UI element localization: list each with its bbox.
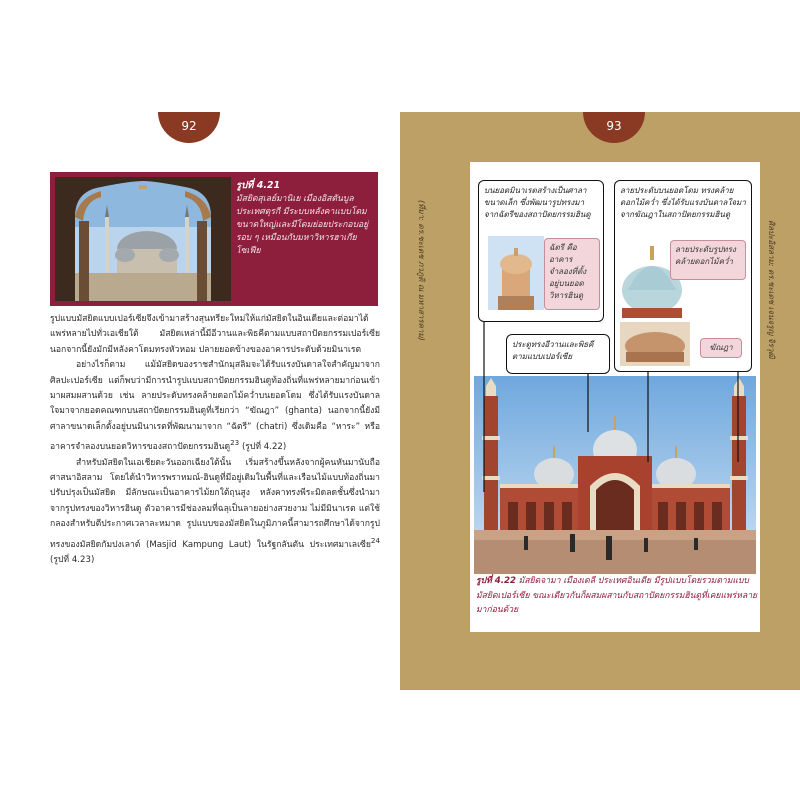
page-number-right: 93 (583, 112, 645, 143)
side-credit-right: ศิลปะอิสลาม: ดร.ชะเดช เจนจรูญ จิรวุฒิ (767, 220, 776, 359)
figure-4-21-photo (55, 177, 231, 301)
figure-caption: มัสยิดจามา เมืองเดลี ประเทศอินเดีย มีรูปแบบโดยรวมตามแบบมัสยิดเปอร์เซีย ขณะเดียวกันก็ผสมผสานกับสถาปัตยกรรมฮินดูที่เคยแพร่หลายมาก่อนด้วย (476, 576, 758, 615)
callout-iwan-gate: ประตูทรงอีวานและพิธคีตามแบบเปอร์เซีย (506, 334, 610, 374)
callout-text: บนยอดมินาเรตสร้างเป็นศาลาขนาดเล็ก ซึ่งพัฒนารูปทรงมาจากฉัตรีของสถาปัตยกรรมฮินดู (484, 186, 591, 219)
callout-flower-finial-inset: ลายประดับรูปทรงคล้ายดอกไม้คว่ำ (670, 240, 746, 280)
figure-caption: มัสยิดสุเลย์มานิเย เมืองอิสตันบูล ประเทศตุรกี มีระบบหลังคาแบบโดมขนาดใหญ่และมีโดมย่อยประกอบอยู่รอบ ๆ เหมือนกับมหาวิหารฮาเกียโซเฟีย (236, 194, 369, 256)
paragraph-2 (50, 358, 380, 455)
figure-4-21 (50, 172, 378, 306)
callout-text: ลายประดับบนยอดโดม ทรงคล้ายดอกไม้คว่ำ ซึ่งได้รับแรงบันดาลใจมาจากฆัณฎาในสถาปัตยกรรมฮินดู (620, 186, 746, 219)
paragraph-3-text: สำหรับมัสยิดในเอเชียตะวันออกเฉียงใต้นั้น เริ่มสร้างขึ้นหลังจากผู้คนหันมานับถือศาสนาอิสลาม โดยได้นำวิหารพราหมณ์-ฮินดูที่มีอยู่เดิมในพื้นที่และเรือนไม้แบบท้องถิ่นมาปรับปรุงเป็นมัสยิด มีลักษณะเป็นอาคารไม้ยกใต้ถุนสูง หลังคาทรงพีระมิดลดชั้นซึ่งนำมาจากรูปทรงของวิหารฮินดู ตัวอาคารมีช่องลมที่ฉลุเป็นลายอย่างสวยงาม ไม่มีมินาเรต แต่ใช้กลองสำหรับตีประกาศเวลาละหมาด รูปแบบของมัสยิดในภูมิภาคนี้สามารถศึกษาได้จากรูปทรงของมัสยิดกัมปงเลาต์ (Masjid Kampung Laut) ในรัฐกลันตัน ประเทศมาเลเซีย (50, 457, 380, 550)
callout-chhatri-inset: ฉัตรี คืออาคารจำลองที่ตั้งอยู่บนยอดวิหารฮินดู (544, 238, 600, 310)
figure-reference: (รูปที่ 4.23) (50, 554, 95, 565)
side-credit-left: (ที่มา: ดร.ชะเดช ภวภูติ ณ มหาสารคาม) (417, 200, 426, 341)
paragraph-1: รูปแบบมัสยิดแบบเปอร์เซียจึงเข้ามาสร้างสุนทรียะใหม่ให้แก่มัสยิดในอินเดียและต่อมาได้แพร่หลายไปทั่วเอเชียใต้ มัสยิดเหล่านี้มีอีวานและพิธคีตามแบบสถาปัตยกรรมเปอร์เซีย นอกจากนี้ยังมักมีหลังคาโดมทรงหัวหอม ปลายยอดข้างของอาคารประดับด้วยมินาเรต (50, 314, 380, 355)
paragraph-2-text: อย่างไรก็ตาม แม้มัสยิดของราชสำนักมุสลิมจะได้รับแรงบันดาลใจสำคัญมาจากศิลปะเปอร์เซีย แต่ก็พบว่ามีการนำรูปแบบสถาปัตยกรรมฮินดูท้องถิ่นที่แพร่หลายมาก่อนเข้ามาผสมผสานด้วย เช่น ลายประดับทรงคล้ายดอกไม้คว่ำบนยอดโดม ซึ่งได้รับแรงบันดาลใจมาจากยอดคณฑกบนสถาปัตยกรรมฮินดูที่เรียกว่า “ฆัณฎา” (ghanta) นอกจากนี้ยังมีศาลาขนาดเล็กตั้งอยู่บนมินาเรตที่พัฒนามาจาก “ฉัตรี” (chatri) ซึ่งเดิมคือ “หาระ” หรืออาคารจำลองบนยอดวิหารของสถาปัตยกรรมฮินดู (50, 360, 380, 453)
figure-4-21-caption-block (236, 179, 374, 258)
figure-reference: (รูปที่ 4.22) (241, 442, 287, 453)
footnote-mark: 23 (230, 438, 240, 448)
paragraph-3 (50, 456, 380, 569)
chhatri-photo (488, 236, 544, 310)
figure-4-22-caption-block (476, 574, 758, 618)
figure-label: รูปที่ 4.21 (236, 180, 281, 191)
ghanta-photo (620, 322, 690, 366)
footnote-mark: 24 (370, 535, 380, 545)
body-text (50, 312, 380, 568)
page-number-left: 92 (158, 112, 220, 143)
figure-label: รูปที่ 4.22 (476, 576, 516, 586)
callout-ghanta: ฆัณฎา (700, 338, 742, 358)
